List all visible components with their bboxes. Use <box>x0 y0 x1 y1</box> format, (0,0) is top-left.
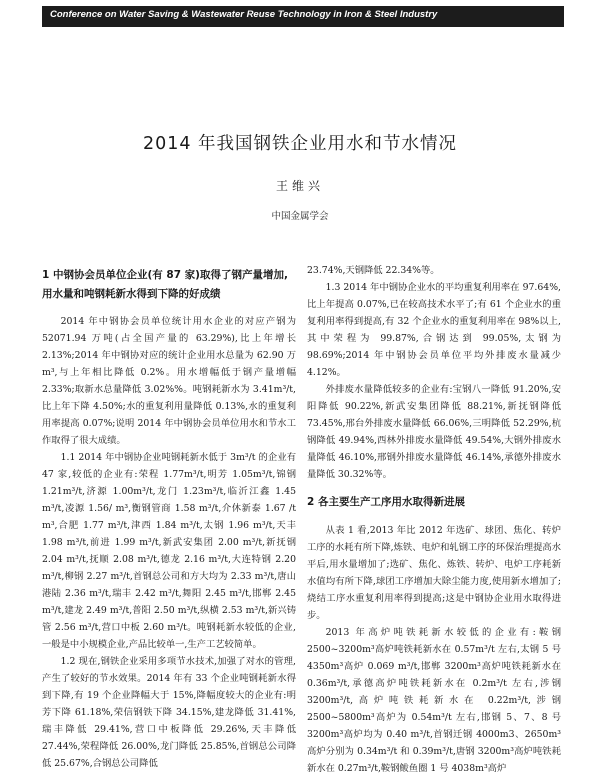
right-column <box>307 262 561 774</box>
section-2-heading: 2 各主要生产工序用水取得新进展 <box>307 496 465 508</box>
paragraph: 1.2 现在,钢铁企业采用多项节水技术,加强了对水的管理,产生了较好的节水效果。2014 年有 33 个企业吨钢耗新水得到下降,有 19 个企业降幅大于 15%,降幅度较大的企业有:明芳下降 61.18%,荣信钢铁下降 34.15%,建龙降低 31.41%,瑞丰降低 29.41%,营口中板降低 29.26%,天丰降低 27.44%,荣程降低 26.00%,龙门降低 25.85%,首钢总公司降低 25.67%,合钢总公司降低 <box>42 656 296 769</box>
paragraph: 1.3 2014 年中钢协企业水的平均重复利用率在 97.64%,比上年提高 0.07%,已在较高技术水平了;有 61 个企业水的重复利用率得到提高,有 32 个企业水的重复利用率在 98%以上,其中荣程为 99.87%,合钢达到 99.05%,太钢为 98.69%;2014 年中钢协会员单位平均外排废水量减少 4.12%。 <box>307 282 561 378</box>
paper-author: 王维兴 <box>275 179 324 193</box>
paragraph: 23.74%,天钢降低 22.34%等。 <box>307 265 440 276</box>
paragraph: 外排废水量降低较多的企业有:宝钢八一降低 91.20%,安阳降低 90.22%,新武安集团降低 88.21%,新抚钢降低 73.45%,邢台外排废水量降低 66.06%,三明降低 52.29%,杭钢降低 49.94%,西林外排废水量降低 49.54%,大钢外排废水量降低 46.10%,邢钢外排废水量降低 46.14%,承德外排废水量降低 30.32%等。 <box>307 384 561 480</box>
paragraph: 2013 年高炉吨铁耗新水较低的企业有:鞍钢 2500~3200m³高炉吨铁耗新水在 0.57m³/t 左右,太钢 5 号 4350m³高炉 0.069 m³/t,邯郸 3200m³高炉吨铁耗新水在 0.36m³/t,承德高炉吨铁耗新水在 0.2m³/t 左右,涉钢 3200m³/t,高炉吨铁耗新水在 0.22m³/t,涉钢 2500~5800m³高炉为 0.54m³/t 左右,邯钢 5、7、8 号 3200m³高炉均为 0.40 m³/t,首钢迁钢 4000m3、2650m³高炉分别为 0.34m³/t 和 0.39m³/t,唐钢 3200m³高炉吨铁耗新水在 0.27m³/t,鞍钢鲅鱼圈 1 号 4038m³高炉 <box>307 627 561 774</box>
left-column <box>42 266 296 769</box>
header-rule <box>42 24 564 27</box>
paragraph: 1.1 2014 年中钢协企业吨钢耗新水低于 3m³/t 的企业有 47 家,较低的企业有:荣程 1.77m³/t,明芳 1.05m³/t,锦钢 1.21m³/t,济源 1.00m³/t,龙门 1.23m³/t,临沂江鑫 1.45 m³/t,凌源 1.56/ m³,衡钢管商 1.58 m³/t,介休新泰 1.67 /t m³,合肥 1.77 m³/t,津西 1.84 m³/t,太钢 1.96 m³/t,天丰 1.98 m³/t,前进 1.99 m³/t,新武安集团 2.00 m³/t,新抚钢 2.04 m³/t,抚顺 2.08 m³/t,德龙 2.16 m³/t,大连特钢 2.20 m³/t,柳钢 2.27 m³/t,首钢总公司和方大均为 2.33 m³/t,唐山港陆 2.36 m³/t,瑞丰 2.42 m³/t,舞阳 2.45 m³/t,邯郸 2.45 m³/t,建龙 2.49 m³/t,普阳 2.50 m³/t,纵横 2.53 m³/t,新兴铸管 2.56 m³/t,营口中板 2.60 m³/t。吨钢耗新水较低的企业,一般是中小规模企业,产品比较单一,生产工艺较简单。 <box>42 452 296 650</box>
conference-header <box>42 6 564 24</box>
paper-title: 2014 年我国钢铁企业用水和节水情况 <box>142 134 458 154</box>
conference-title: Conference on Water Saving & Wastewater Reuse Technology in Iron & Steel Industry <box>50 9 438 20</box>
paper-affiliation: 中国金属学会 <box>271 211 329 222</box>
section-1-heading: 1 中钢协会员单位企业(有 87 家)取得了钢产量增加,用水量和吨钢耗新水得到下降的好成绩 <box>42 269 288 300</box>
paragraph: 从表 1 看,2013 年比 2012 年选矿、球团、焦化、转炉工序的水耗有所下降,炼铁、电炉和轧钢工序的环保治理提高水平后,用水量增加了;选矿、焦化、炼铁、转炉、电炉工序耗新水值均有所下降,球团工序增加大除尘能力度,使用新水增加了;烧结工序水重复利用率得到提高;这是中钢协企业用水取得进步。 <box>307 525 561 621</box>
paragraph: 2014 年中钢协会员单位统计用水企业的对应产钢为 52071.94 万吨(占全国产量的 63.29%),比上年增长 2.13%;2014 年中钢协对应的统计企业用水总量为 62.90 万 m³,与上年相比降低 0.2%。用水增幅低于钢产量增幅 2.33%;取新水总量降低 3.02%%。吨钢耗新水为 3.41m³/t,比上年下降 4.50%;水的重复利用量降低 0.13%,水的重复利用率提高 0.07%;说明 2014 年中钢协会员单位用水和节水工作取得了很大成绩。 <box>42 316 296 446</box>
